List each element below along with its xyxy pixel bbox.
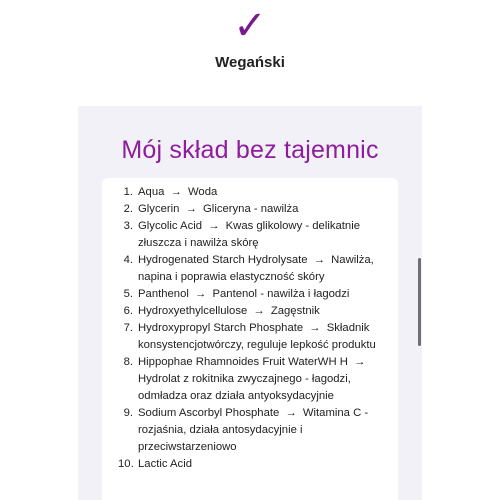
ingredient-text <box>138 405 390 456</box>
arrow-right-icon: → <box>253 305 265 317</box>
ingredient-number: 8. <box>123 356 133 368</box>
ingredient-number: 7. <box>123 322 133 334</box>
vegan-label: Wegański <box>215 54 285 71</box>
composition-title: Mój skład bez tajemnic <box>121 136 379 164</box>
ingredient-text <box>138 303 390 320</box>
ingredient-inci-name: Glycerin <box>138 203 180 215</box>
ingredient-inci-name: Aqua <box>138 186 165 198</box>
ingredient-text <box>138 184 390 201</box>
arrow-right-icon: → <box>185 203 197 215</box>
ingredient-description: Zagęstnik <box>270 305 320 317</box>
ingredient-description: Kwas glikolowy - delikatnie złuszcza i nawilża skórę <box>138 220 360 249</box>
ingredient-inci-name: Glycolic Acid <box>138 220 203 232</box>
ingredient-text <box>138 201 390 218</box>
ingredient-item <box>118 218 390 252</box>
ingredient-item <box>118 252 390 286</box>
ingredient-description: Nawilża, napina i poprawia elastyczność skóry <box>138 254 374 283</box>
ingredient-number: 6. <box>123 305 133 317</box>
vegan-section <box>78 0 422 106</box>
ingredient-text <box>138 320 390 354</box>
ingredient-item <box>118 286 390 303</box>
ingredient-inci-name: Hydroxypropyl Starch Phosphate <box>138 322 304 334</box>
arrow-right-icon: → <box>195 288 207 300</box>
arrow-right-icon: → <box>313 254 325 266</box>
arrow-right-icon: → <box>354 356 366 368</box>
ingredient-item <box>118 405 390 456</box>
ingredient-description: Pantenol - nawilża i łagodzi <box>212 288 350 300</box>
composition-section <box>78 106 422 500</box>
ingredient-item <box>118 320 390 354</box>
ingredient-text <box>138 456 390 473</box>
ingredient-text <box>138 286 390 303</box>
ingredients-list <box>102 178 398 473</box>
arrow-right-icon: → <box>285 407 297 419</box>
phone-screen <box>78 0 422 500</box>
ingredient-description: Hydrolat z rokitnika zwyczajnego - łagodzi, odmładza oraz działa antyoksydacyjnie <box>138 373 351 402</box>
ingredient-inci-name: Hydrogenated Starch Hydrolysate <box>138 254 308 266</box>
ingredient-number: 4. <box>123 254 133 266</box>
ingredient-inci-name: Lactic Acid <box>138 458 193 470</box>
ingredient-item <box>118 354 390 405</box>
ingredient-inci-name: Sodium Ascorbyl Phosphate <box>138 407 280 419</box>
ingredient-number: 5. <box>123 288 133 300</box>
ingredient-item <box>118 456 390 473</box>
ingredient-text <box>138 218 390 252</box>
arrow-right-icon: → <box>170 186 182 198</box>
ingredient-number: 9. <box>123 407 133 419</box>
arrow-right-icon: → <box>208 220 220 232</box>
ingredient-inci-name: Panthenol <box>138 288 189 300</box>
arrow-right-icon: → <box>309 322 321 334</box>
ingredient-item <box>118 184 390 201</box>
ingredient-number: 2. <box>123 203 133 215</box>
ingredient-inci-name: Hippophae Rhamnoides Fruit WaterWH H <box>138 356 348 368</box>
ingredient-text <box>138 252 390 286</box>
ingredient-number: 3. <box>123 220 133 232</box>
checkmark-icon: ✓ <box>233 3 267 49</box>
scrollbar-thumb[interactable] <box>418 258 421 346</box>
ingredient-description: Witamina C - rozjaśnia, działa antosydacyjnie i przeciwstarzeniowo <box>138 407 369 453</box>
ingredient-description: Składnik konsystencjotwórczy, reguluje lepkość produktu <box>138 322 376 351</box>
ingredients-card <box>102 178 398 500</box>
ingredient-number: 1. <box>123 186 133 198</box>
ingredient-item <box>118 303 390 320</box>
ingredient-number: 10. <box>118 458 134 470</box>
ingredient-text <box>138 354 390 405</box>
ingredient-item <box>118 201 390 218</box>
ingredient-description: Woda <box>187 186 218 198</box>
ingredient-inci-name: Hydroxyethylcellulose <box>138 305 248 317</box>
ingredient-description: Gliceryna - nawilża <box>203 203 299 215</box>
